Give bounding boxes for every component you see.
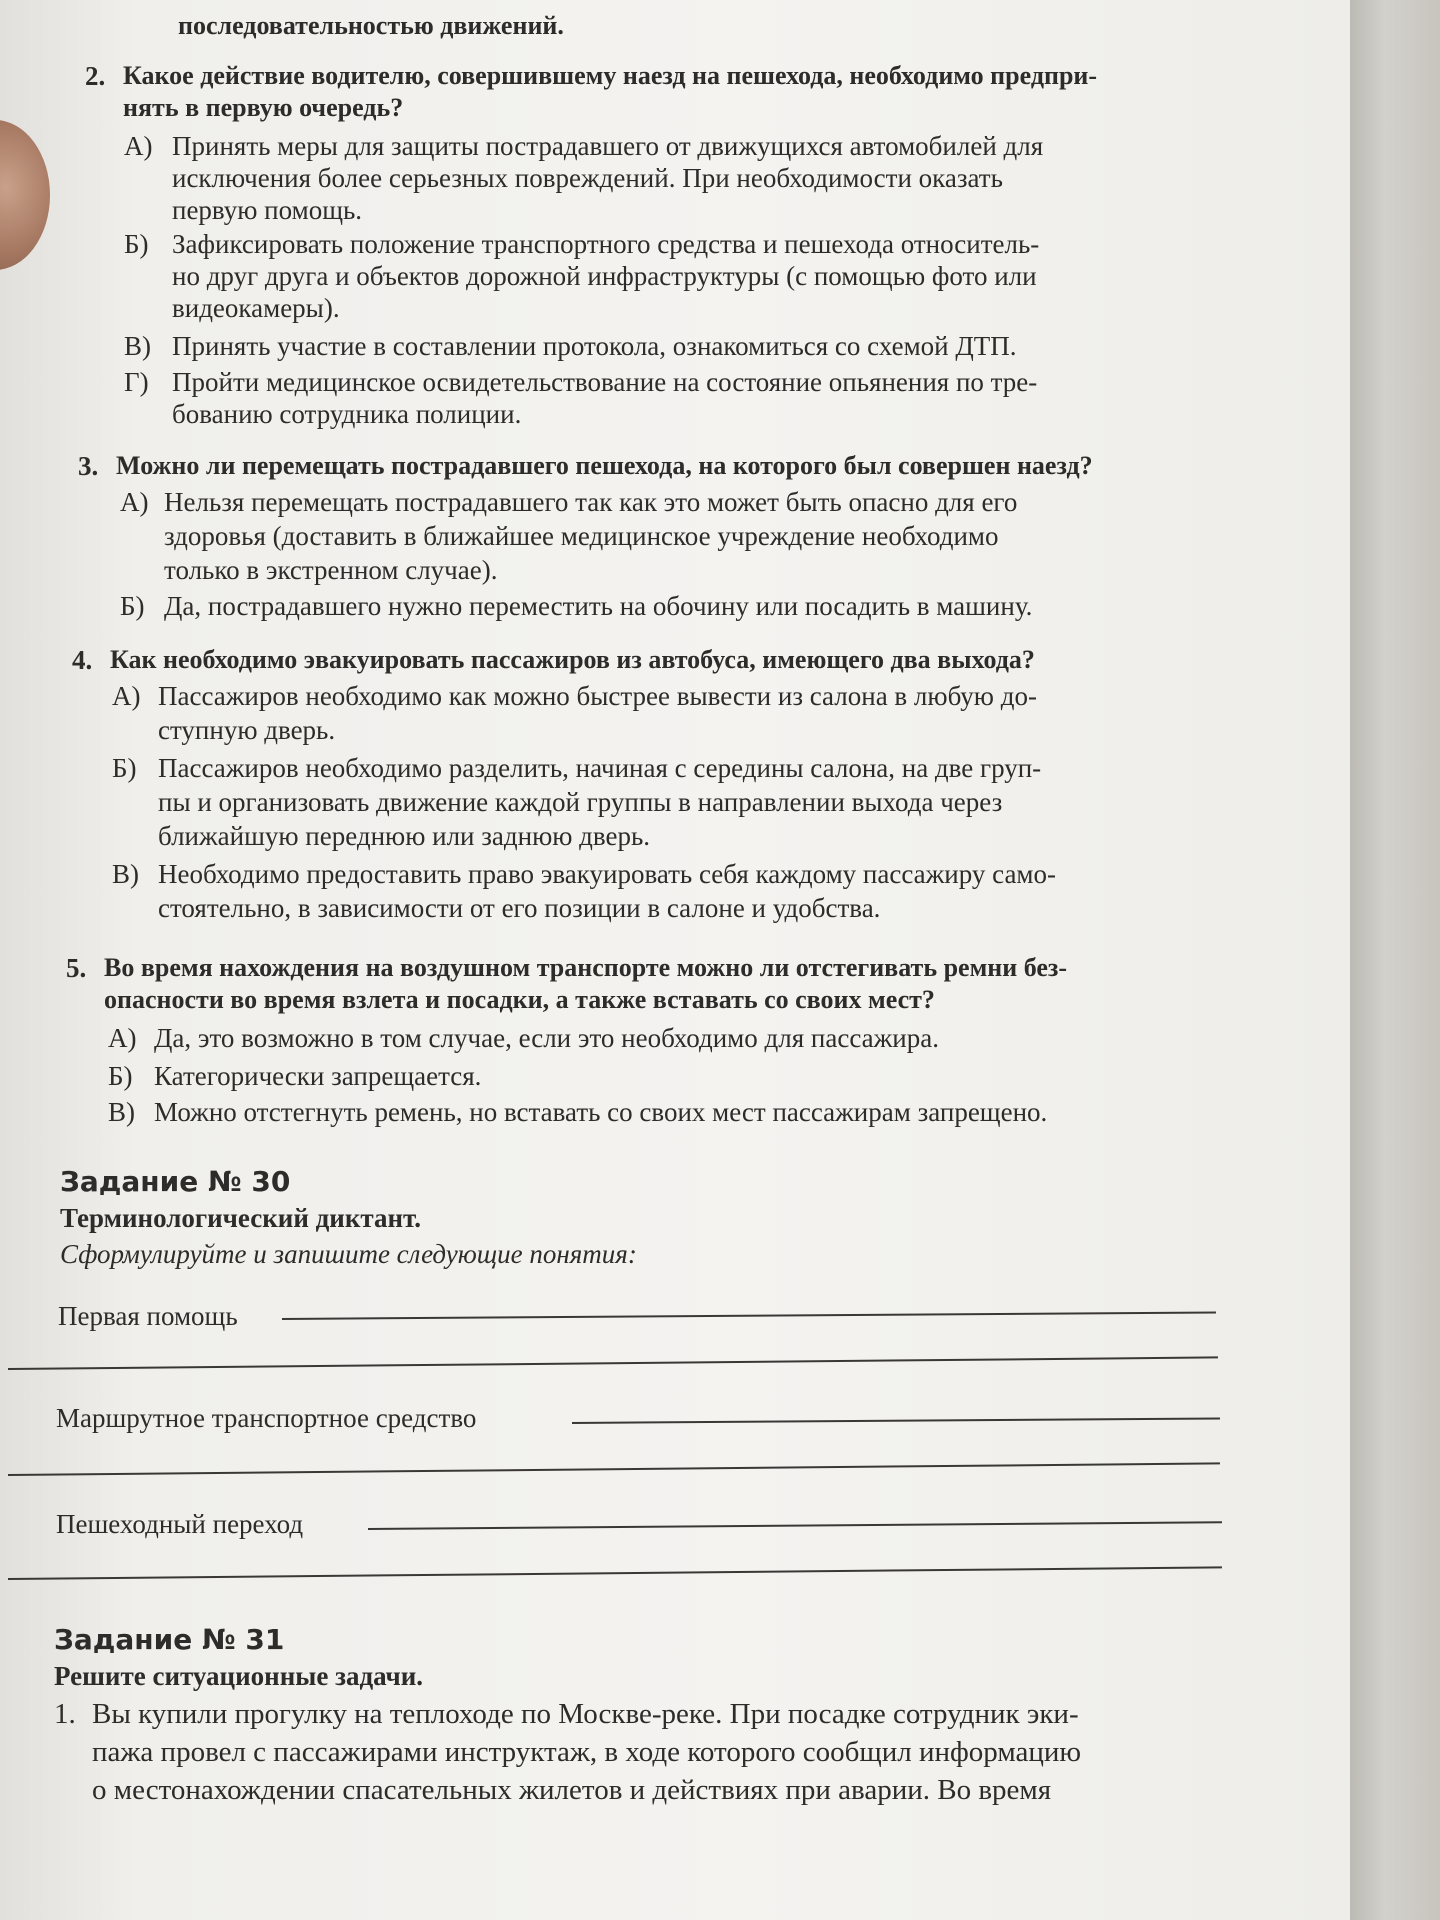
q2-option-b-cont2: видеокамеры). — [172, 293, 340, 323]
q3-number: 3. — [78, 451, 99, 481]
q5-number: 5. — [66, 953, 87, 983]
q2-option-a: Принять меры для защиты пострадавшего от движущихся автомобилей для — [172, 131, 1044, 161]
q2-question-cont: нять в первую очередь? — [123, 93, 404, 122]
q2-option-d: Пройти медицинское освидетельствование на состояние опьянения по тре- — [172, 367, 1038, 397]
q4-option-b-cont2: ближайшую переднюю или заднюю дверь. — [158, 821, 651, 851]
q4-option-b: Пассажиров необходимо разделить, начиная с середины салона, на две груп- — [158, 753, 1042, 783]
term-first-aid: Первая помощь — [58, 1301, 238, 1331]
q4-option-a: Пассажиров необходимо как можно быстрее вывести из салона в любую до- — [158, 681, 1037, 711]
q2-option-b-label: Б) — [124, 229, 149, 259]
answer-line — [8, 1462, 1220, 1476]
q5-question-cont: опасности во время взлета и посадки, а также вставать со своих мест? — [104, 985, 935, 1014]
answer-line — [572, 1417, 1220, 1424]
q2-option-a-cont2: первую помощь. — [172, 195, 363, 225]
q5-option-b: Категорически запрещается. — [154, 1061, 482, 1091]
q2-option-d-label: Г) — [124, 367, 149, 397]
q2-option-b: Зафиксировать положение транспортного средства и пешехода относитель- — [172, 229, 1040, 259]
answer-line — [8, 1566, 1222, 1580]
q4-option-b-cont: пы и организовать движение каждой группы в направлении выхода через — [158, 787, 1003, 817]
q4-option-c: Необходимо предоставить право эвакуировать себя каждому пассажиру само- — [158, 859, 1057, 889]
q4-option-b-label: Б) — [112, 753, 137, 783]
q2-number: 2. — [85, 61, 106, 91]
q4-option-c-label: В) — [112, 859, 139, 889]
q5-option-a-label: А) — [108, 1023, 137, 1053]
background-surface — [1350, 0, 1440, 1920]
q2-option-c-label: В) — [124, 331, 151, 361]
q2-option-d-cont: бованию сотрудника полиции. — [172, 399, 522, 429]
term-pedestrian-crossing: Пешеходный переход — [56, 1509, 304, 1539]
q3-option-a: Нельзя перемещать пострадавшего так как это может быть опасно для его — [164, 487, 1018, 517]
q2-option-c: Принять участие в составлении протокола, ознакомиться со схемой ДТП. — [172, 331, 1017, 361]
task31-subtitle: Решите ситуационные задачи. — [54, 1661, 424, 1691]
q4-number: 4. — [72, 645, 93, 675]
q3-option-b: Да, пострадавшего нужно переместить на обочину или посадить в машину. — [164, 591, 1033, 621]
q3-option-b-label: Б) — [120, 591, 145, 621]
q5-question: Во время нахождения на воздушном транспорте можно ли отстегивать ремни без- — [104, 953, 1068, 982]
answer-line — [282, 1311, 1216, 1320]
finger-thumb — [0, 120, 50, 270]
q3-option-a-label: А) — [120, 487, 149, 517]
q3-question: Можно ли перемещать пострадавшего пешехода, на которого был совершен наезд? — [116, 451, 1093, 480]
q5-option-b-label: Б) — [108, 1061, 133, 1091]
q3-option-a-cont: здоровья (доставить в ближайшее медицинское учреждение необходимо — [164, 521, 999, 551]
q5-option-c: Можно отстегнуть ремень, но вставать со своих мест пассажирам запрещено. — [154, 1097, 1048, 1127]
task31-problem: Вы купили прогулку на теплоходе по Москве-реке. При посадке сотрудник эки- — [92, 1698, 1079, 1730]
q3-option-a-cont2: только в экстренном случае). — [164, 555, 498, 585]
q5-option-c-label: В) — [108, 1097, 135, 1127]
q4-question: Как необходимо эвакуировать пассажиров из автобуса, имеющего два выхода? — [110, 645, 1035, 674]
q4-option-a-cont: ступную дверь. — [158, 715, 336, 745]
q2-question: Какое действие водителю, совершившему наезд на пешехода, необходимо предпри- — [123, 61, 1098, 90]
q2-option-a-label: А) — [124, 131, 153, 161]
q2-option-b-cont: но друг друга и объектов дорожной инфраструктуры (с помощью фото или — [172, 261, 1037, 291]
term-route-vehicle: Маршрутное транспортное средство — [56, 1403, 477, 1433]
task31-problem-number: 1. — [54, 1698, 76, 1730]
q2-option-a-cont: исключения более серьезных повреждений. При необходимости оказать — [172, 163, 1003, 193]
task30-heading: Задание № 30 — [60, 1165, 291, 1198]
task30-subtitle: Терминологический диктант. — [60, 1203, 422, 1233]
q4-option-a-label: А) — [112, 681, 141, 711]
q5-option-a: Да, это возможно в том случае, если это необходимо для пассажира. — [154, 1023, 939, 1053]
answer-line — [8, 1356, 1218, 1370]
task31-problem-cont2: о местонахождении спасательных жилетов и действиях при аварии. Во время — [92, 1774, 1052, 1806]
task30-instruction: Сформулируйте и запишите следующие понятия: — [60, 1239, 637, 1269]
task31-problem-cont: пажа провел с пассажирами инструктаж, в ходе которого сообщил информацию — [92, 1736, 1082, 1768]
task31-heading: Задание № 31 — [54, 1623, 285, 1656]
q4-option-c-cont: стоятельно, в зависимости от его позиции в салоне и удобства. — [158, 893, 881, 923]
intro-tail: последовательностью движений. — [178, 11, 564, 40]
answer-line — [368, 1521, 1222, 1530]
